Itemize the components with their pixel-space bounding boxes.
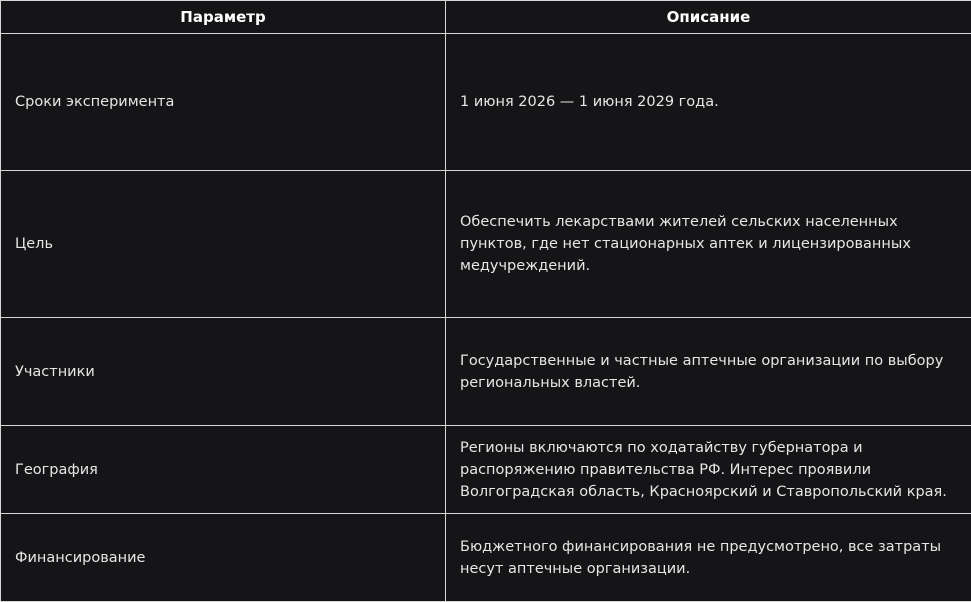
table-header xyxy=(1,1,971,34)
header-description: Описание xyxy=(446,1,971,34)
parameter-cell: Участники xyxy=(1,318,446,426)
table-body xyxy=(1,34,971,602)
description-cell: Регионы включаются по ходатайству губернатора и распоряжению правительства РФ. Интерес проявили Волгоградская область, Красноярский и Ставропольский края. xyxy=(446,426,971,514)
parameter-cell: Финансирование xyxy=(1,514,446,602)
table-row xyxy=(1,426,971,514)
description-cell: Государственные и частные аптечные организации по выбору региональных властей. xyxy=(446,318,971,426)
table-row xyxy=(1,171,971,318)
description-cell: 1 июня 2026 — 1 июня 2029 года. xyxy=(446,34,971,171)
table-row xyxy=(1,34,971,171)
header-parameter: Параметр xyxy=(1,1,446,34)
table-row xyxy=(1,318,971,426)
header-row xyxy=(1,1,971,34)
parameter-cell: Сроки эксперимента xyxy=(1,34,446,171)
parameter-cell: Цель xyxy=(1,171,446,318)
table-row xyxy=(1,514,971,602)
parameter-cell: География xyxy=(1,426,446,514)
description-cell: Бюджетного финансирования не предусмотрено, все затраты несут аптечные организации. xyxy=(446,514,971,602)
description-cell: Обеспечить лекарствами жителей сельских населенных пунктов, где нет стационарных аптек и лицензированных медучреждений. xyxy=(446,171,971,318)
